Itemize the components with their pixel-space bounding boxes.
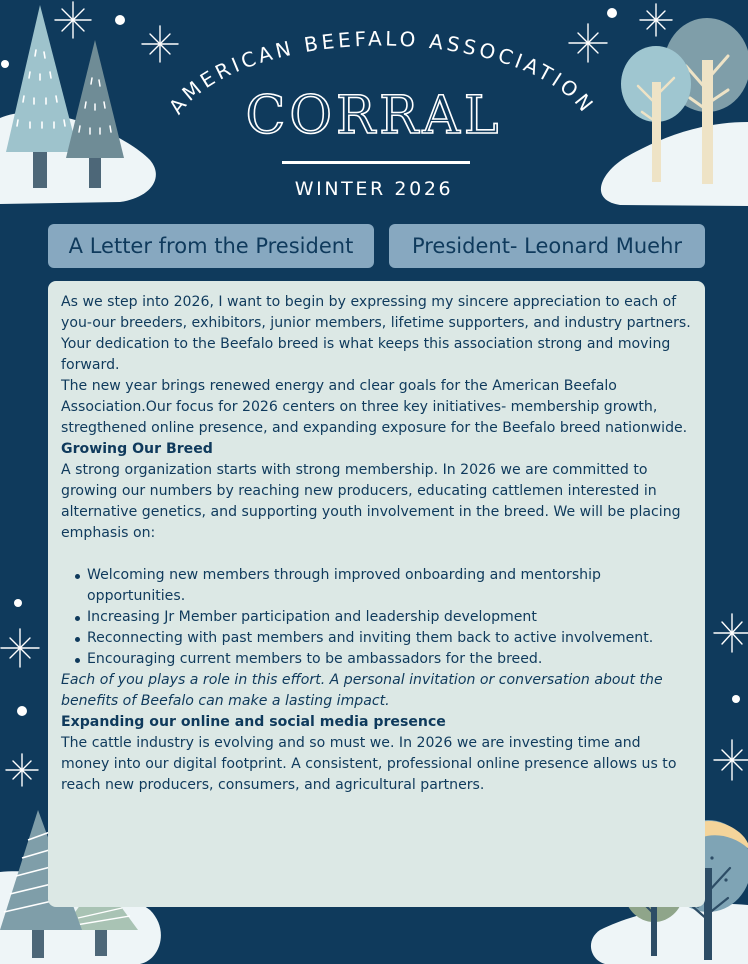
list-item: Welcoming new members through improved onboarding and mentorship opportunities. <box>87 565 693 607</box>
title-divider <box>282 161 470 164</box>
section-heading-online: Expanding our online and social media presence <box>61 714 446 730</box>
letter-intro: As we step into 2026, I want to begin by expressing my sincere appreciation to each of you-our breeders, exhibitors, junior members, lifetime supporters, and industry partners. Your dedication to the Beefalo breed is what keeps this association strong and moving forward. <box>61 294 691 373</box>
list-item: Encouraging current members to be ambassadors for the breed. <box>87 649 693 670</box>
emphasis-list <box>61 565 693 670</box>
sparkle-icon <box>1 629 39 667</box>
list-item: Reconnecting with past members and inviting them back to active involvement. <box>87 628 693 649</box>
letter-goals: The new year brings renewed energy and clear goals for the American Beefalo Association.Our focus for 2026 centers on three key initiatives- membership growth, stregthened online presence, and expanding exposure for the Beefalo breed nationwide. <box>61 378 688 436</box>
section-body-online: The cattle industry is evolving and so must we. In 2026 we are investing time and money into our digital footprint. A consistent, professional online presence allows us to reach new producers, consumers, and agricultural partners. <box>61 735 677 793</box>
letter-heading: A Letter from the President <box>48 224 374 268</box>
section-body-growing: A strong organization starts with strong membership. In 2026 we are committed to growing our numbers by reaching new producers, educating cattlemen interested in alternative genetics, and supporting youth involvement in the breed. We will be placing emphasis on: <box>61 462 681 541</box>
sparkle-icon <box>6 754 38 786</box>
section-heading-growing: Growing Our Breed <box>61 441 213 457</box>
newsletter-title: CORRAL <box>245 86 503 146</box>
sparkle-icon <box>714 614 748 652</box>
italic-note: Each of you plays a role in this effort. A personal invitation or conversation about the benefits of Beefalo can make a lasting impact. <box>61 672 663 709</box>
svg-text:AMERICAN BEEFALO ASSOCIATION: AMERICAN BEEFALO ASSOCIATION <box>163 26 601 119</box>
president-letter <box>48 281 705 907</box>
list-item: Increasing Jr Member participation and leadership development <box>87 607 693 628</box>
president-name-heading: President- Leonard Muehr <box>389 224 705 268</box>
sparkle-icon <box>714 740 748 780</box>
issue-label: WINTER 2026 <box>294 178 454 200</box>
